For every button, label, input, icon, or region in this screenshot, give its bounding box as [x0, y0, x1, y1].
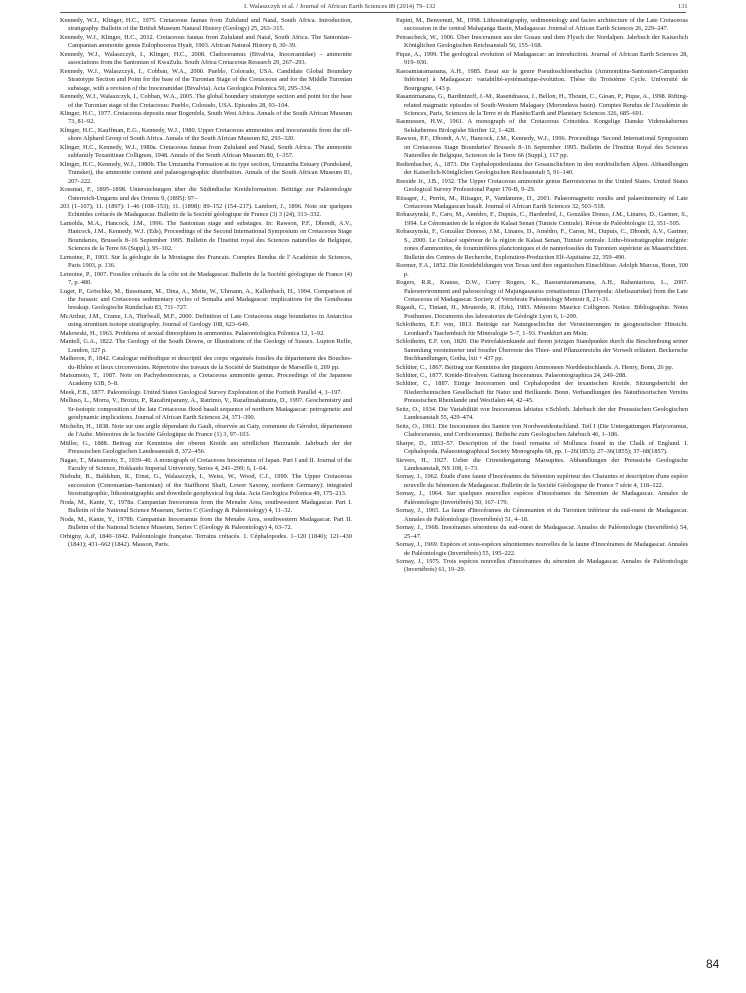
- reference-entry: Schlotheim, E.F. von, 1820. Die Petrefaktenkunde auf ihrem jetzigen Standpunkte durch die Beschreibung seiner Sammlung versteinerter und fossiler Überreste des Thier- und Pflanzenreichs der Vorwelt erläutert. Beckersche Buchhandlungen, Gotha, lxii + 437 pp.: [396, 338, 688, 363]
- reference-entry: Kennedy, W.J., Klinger, H.C., 2012. Cretaceous faunas from Zululand and Natal, South Africa. The Santonian–Campanian ammonite genus Eulophoceras Hyatt, 1903. African Natural History 8, 30–39.: [60, 33, 352, 50]
- reference-entry: Sharpe, D., 1853–57. Description of the fossil remains of Mollusca found in the Chalk of England. I. Cephalopoda. Palaeontographical Society Monographs 68, pp. 1–26(1853); 27–36(1855); 37–68(1857).: [396, 439, 688, 456]
- references-left-column: [60, 17, 352, 550]
- reference-entry: Rogers, R.R., Krause, D.W., Curry Rogers, K., Rasoamiaramanana, A.H., Rahantarisoa, L., 2007. Paleoenvironment and paleoecology of Majungasaurus crenatissimus (Theropoda: Abelisauridae) from the Late Cretaceous of Madagascar. Society of Vertebrate Paleontology Memoir 8, 21–31.: [396, 279, 688, 303]
- reference-entry: Rasoamiaramanana, A.H., 1985. Essai sur le genre Pseudoschloenbachia (Ammonitina-Santonien-Campanien Inférieur) à Madagascar: variabilité-systématique-évolution. Thèse du Troisième Cycle. Université de Bourgogne, 143 p.: [396, 67, 688, 92]
- reference-entry: Müller, G., 1888. Beitrag zur Kenntniss der oberen Kreide am nördlichen Harzrande. Jahrbuch der der Preussischen Geologischen Landesanstalt 8, 372–456.: [60, 439, 352, 456]
- reference-entry: Kennedy, W.J., Walaszczyk, I., Cobban, W.A., 2005. The global boundary stratotype section and point for the base of the Turonian stage of the Cretaceous: Pueblo, Colorado, USA. Episodes 28, 93–104.: [60, 93, 352, 109]
- reference-entry: Sornay, J., 1962. Étude d'une faune d'Inocérames du Sénonien supérieur des Charantes et description d'une espèce nouvelle du Sénonien de Madagascar. Bulletin de la Société Géologique de France 7 série 4, 118–122.: [396, 473, 688, 489]
- reference-entry: Seitz, O., 1934. Die Variabilität von Inoceramus labiatus v.Schloth. Jahrbuch der der Preussischen Geologischen Landesanstalt 55, 429–474.: [396, 405, 688, 422]
- reference-entry: Klinger, H.C., Kauffman, E.G., Kennedy, W.J., 1980. Upper Cretaceous ammonites and inoceramids from the off-shore Alphard Group of South Africa. Annals of the South African Museum 82, 293–320.: [60, 126, 352, 143]
- reference-entry: Seitz, O., 1961. Die Inoceramen des Santon von Nordwestdeutschland. Teil I (Die Untergattungen Platyceramus, Cladoceramus, und Cordiceramus). Beihefte zum Geologischen Jahrbuch 46, 1–186.: [396, 422, 688, 439]
- footer-page-label: 84: [706, 957, 720, 971]
- reference-entry: Matheron, P., 1842. Catalogue méthodique et descriptif des corps organisés fossiles du département des Bouches-du-Rhône et lieux circonvoisins. Répertoire des travaux de la Société de Statistique de Marseille 6, 269 pp.: [60, 355, 352, 371]
- reference-entry: Kennedy, W.J., Walaszczyk, I., Klinger, H.C., 2008. Cladoceramus (Bivalvia, Inoceramidae) – ammonite associations from the Santonian of KwaZulu. South Africa Cretaceous Research 29, 267–293.: [60, 50, 352, 67]
- reference-entry: Luger, P., Gröschke, M., Bussmann, M., Dina, A., Mette, W., Uhmann, A., Kallenbach, H., 1994. Comparison of the Jurassic and Cretaceous sedimentary cycles of Somalia and Madagascar: implications for the Gondwana breakup. Geologische Rundschau 83, 711–727.: [60, 287, 352, 312]
- reference-entry: Reeside Jr., J.B., 1932. The Upper Cretaceous ammonite genus Barroisiceras in the United States. United States Geological Survey Professional Paper 170-B, 9–29.: [396, 177, 688, 194]
- reference-entry: Petrascheck, W., 1906. Über Inoceramen aus der Gosau und dem Flysch der Nordalpen. Jahrbuch der Kaiserlich Königlichen Geologischen Reichsanstalt 56, 155–168.: [396, 33, 688, 50]
- reference-entry: 203 (1–107); 11. (1897): 1–46 (108–153); 11. (1898): 89–152 (154–217). Lambert, J., 1896. Note sur quelques Echinides crétacés de Madagascar. Bulletin de la Société géologique de France (3) 3 (24), 313–332.: [60, 202, 352, 219]
- journal-citation: I. Walaszczyk et al. / Journal of African Earth Sciences 89 (2014) 79–132: [244, 3, 436, 10]
- reference-entry: Michelin, H., 1838. Note sur une argile dépendant du Gault, observée au Gaty, commune de Gérodot, département de l'Aube. Mémoires de la Société Géologique de France (1) 3, 97–103.: [60, 422, 352, 439]
- reference-entry: Schlotheim, E.F. von, 1813. Beiträge zur Naturgeschichte der Versteinerungen in geognostischer Hinsicht. Leonhard's Taschenbuch für Mineralogie 5–7, 1–93. Frankfurt am Mein.: [396, 321, 688, 337]
- reference-entry: Pique, A., 1999. The geological evolution of Madagascar: an introduction. Journal of African Earth Sciences 28, 919–930.: [396, 50, 688, 67]
- reference-entry: Meek, F.B., 1877. Paleontology. United States Geological Survey Exploration of the Fortieth Parallel 4, 1–197.: [60, 388, 343, 396]
- reference-entry: Schlüter, C., 1867. Beitrag zur Kenntniss der jüngsten Ammoneen Norddeutschlands. A. Henry, Bonn, 26 pp.: [396, 363, 674, 371]
- reference-entry: Sievers, H., 1927. Ueber die Crinoidengattung Marsupites. Abhandlungen der Preussiche Geologische Landesanstalt, NS 108, 1–73.: [396, 456, 688, 473]
- reference-entry: Robaszynski, F., Caro, M., Amédro, F., Dupuis, C., Hardenbol, J., Gonzáles Donso, J.M., Linares, D., Gartner, S., 1994. Le Cénomanien de la région de Kalaat Senan (Tunisie Centrale). Révue de Paléobiologie 12, 351–505.: [396, 211, 688, 227]
- reference-entry: Lemoine, P., 1903. Sur la géologie de la Montagne des Francais. Comptes Rendus de l' Académie de Sciences, Paris 1903, p. 136.: [60, 253, 352, 270]
- reference-entry: Rasamimanana, G., Bardintzeff, J.-M., Rasendrasoa, J., Bellon, H., Thouin, C., Gioan, P., Pique, A., 1998. Rifting-related magmatic episodes of South-Western Malagasy (Morondava basin). Comptes Rendus de l'Académie de Sciences, Paris, Sciences de la Terre et de Planète/Earth and Planetary Sciences 326, 685–691.: [396, 93, 688, 117]
- reference-entry: Rawson, P.F., Dhondt, A.V., Hancock, J.M., Kennedy, W.J., 1996. Proceedings 'Second International Symposium on Cretaceous Stage Boundaries' Brussels 8–16 September 1995. Bulletin de l'Institut Royal des Sciences Naturelles de Belgique, Sciences de la Terre 66 (Suppl.), 117 pp.: [396, 135, 688, 160]
- reference-entry: Mantell, G.A., 1822. The Geology of the South Downs, or Illustrations of the Geology of Sussex. Lupton Relfe, London, 327 p.: [60, 338, 352, 354]
- reference-entry: Redtenbacher, A., 1873. Die Cephalopodenfauna der Gosauschichten in den nordöstlichen Alpen. Abhandlungen der Kaiserlich-Königlichen Geologischen Reichsanstalt 5, 91–140.: [396, 160, 688, 177]
- reference-entry: Noda, M., Kanie, Y., 1978b. Campanian Inoceramus from the Menabe Area, southwestern Madagascar. Part II. Bulletin of the National Science Museum, Series C (Geology & Paleontology) 4, 63–72.: [60, 515, 352, 532]
- reference-entry: Sornay, J., 1968. Inocérames sénoniens du sud-ouest de Madagascar. Annales de Paléontologie (Invertébrés) 54, 25–47.: [396, 524, 688, 540]
- reference-entry: Makowski, H., 1963. Problems of sexual dimorphism in ammonites. Palaeontologica Polonica 12, 1–92.: [60, 329, 325, 337]
- reference-entry: Kennedy, W.J., Walaszczyk, I., Cobban, W.A., 2000. Pueblo, Colorado, USA. Candidate Global Boundary Stratotype Section and Point for the base of the Turonian Stage of the Cretaceous and for the Middle Turonian substage, with a revision of the Inoceramidae (Bivalvia). Acta Geologica Polonica 50, 295–334.: [60, 67, 352, 92]
- reference-entry: Rigault, C., Tintant, H., Mouterde, R. (Eds), 1983. Mémoire Maurice Collignon. Notice. Bibliographie. Notes Posthumes. Documents des laboratories de Géologie Lyon 6, 1–299.: [396, 304, 688, 320]
- reference-entry: Schlüter, C., 1877. Kreide-Bivalven. Gattung Inoceramus. Palaeontographica 24, 249–288.: [396, 372, 627, 380]
- reference-entry: Orbigny, A.d', 1840–1842. Paléontologie française. Terrains crétacés. 1. Céphalopodes. 1–120 (1840); 121–430 (1841); 431–662 (1842). Masson, Paris.: [60, 532, 352, 549]
- reference-entry: Kossmat, F., 1895–1898. Untersuchungen über die Südindische Kreideformation. Beiträge zur Paläontologie Österreich-Ungarns und des Orients 9, (1895): 97–: [60, 186, 352, 202]
- reference-entry: Noda, M., Kanie, Y., 1978a. Campanian Inoceramus from the Menabe Area, southwestern Madagascar. Part I. Bulletin of the National Science Museum, Series C (Geology & Paleontology) 4, 11–32.: [60, 498, 352, 515]
- header-rule: [60, 12, 686, 13]
- reference-entry: Sornay, J., 1965. La faune d'Inocérames du Cénomanien et du Turonien inférieur du sud-ouest de Madagascar. Annales de Paléontologie (Invertébrés) 51, 4–18.: [396, 507, 688, 523]
- reference-entry: McArthur, J.M., Crame, J.A, Thirlwall, M.F., 2000. Definition of Late Cretaceous stage boundaries in Antarctica using strontium isotope stratigraphy. Journal of Geology 108, 623–640.: [60, 312, 352, 329]
- reference-entry: Klinger, H.C., Kennedy, W.J., 1980b. The Umzamba Formation at its type section, Umzamba Estuary (Pondoland, Transkei), the ammonite content and palaeogeographic distribution. Annals of the South African Museum 81, 207–222.: [60, 160, 352, 185]
- page-number: 131: [678, 3, 688, 10]
- reference-entry: Riisager, J., Perrin, M., Riisager, P., Vandamme, D., 2001. Palaeomagnetic results and palaeointensity of Late Cretaceous Madagascan basalt. Journal of African Earth Sciences 32, 503–518.: [396, 194, 688, 210]
- reference-entry: Sornay, J., 1969. Espèces et sous-espèces sénoniennes nouvelles de la faune d'Inocérames de Madagascar. Annales de Paléontologie (Invertébrés) 55, 195–222.: [396, 541, 688, 557]
- page-header: [0, 0, 746, 14]
- reference-entry: Niebuhr, B., Baldshun, R., Ernst, G., Walaszczyk, I., Weiss, W., Wood, C.J., 1999. The Upper Cretaceous succession (Cenomanian–Santonian) of the Staffhorst Shaft, Lower Saxony, northern Germany): integrated biostratigraphic, lithostratigraphic and downhole geophysical log data. Acta Geologica Polonica 49, 175–213.: [60, 473, 352, 498]
- reference-entry: Kennedy, W.J., Klinger, H.C., 1975. Cretaceous faunas from Zululand and Natal, South Africa. Introduction, stratigraphy. Bulletin of the British Museum Natural History (Geology) 25, 263–315.: [60, 17, 352, 33]
- reference-entry: Sornay, J., 1975. Trois espèces nouvelles d'inocérames du sénonien de Madagascar. Annales de Paléontologie (Invertébrés) 61, 19–29.: [396, 558, 688, 574]
- reference-entry: Schlüter, C., 1887. Einige Inoceramen und Cephalopoden der texanischen Kreide. Sitzungsbericht der Niederrheinischen Gesellschaft für Natur und Heilkunde. Bonn. Verhandlungen des Naturhisorischen Vereins Preussischen Rheinlande und Westfalen 44, 42–45.: [396, 380, 688, 405]
- reference-entry: Klinger, H.C., 1977. Cretaceous deposits near Bogenfels, South West Africa. Annals of the South African Museum 73, 81–92.: [60, 109, 352, 126]
- reference-entry: Roemer, F.A., 1852. Die Kreidebildungen von Texas und ihre organischen Einschlüsse. Adolph Marcus, Bonn, 100 p.: [396, 262, 688, 278]
- reference-entry: Klinger, H.C., Kennedy, W.J., 1980a. Cretaceous faunas from Zululand and Natal, South Africa. The ammonite subfamily Texanitinae Collignon, 1948. Annals of the South African Museum 80, 1–357.: [60, 143, 352, 160]
- reference-entry: Robaszynski, F., González Donoso, J.M., Linares, D., Amédro, F., Caron, M., Dupuis, C., Dhondt, A.V., Gartner, S., 2000. Le Crétacé supérieur de la région de Kalaat Senan, Tunisie centrale. Litho-biostratigraphie intégrée: zones d'ammonites, de foraminifères planctoniques et de nannofossiles du Turonien supérieur au Maastrichtien. Bulletin des Centres de Recherche, Exploration-Production Elf-Aquitaine 22, 359–490.: [396, 228, 688, 261]
- reference-entry: Lemoine, P., 1907. Fossiles crétacés de la côte est de Madagascar. Bulletin de la Société géologique de France (4) 7, p. 480.: [60, 270, 352, 287]
- reference-entry: Melluso, L., Morra, V., Brotzu, P., Razafiniparany, A., Ratrimo, V., Razafimahatratra, D., 1997. Geochemistry and Sr-isotopic composition of the late Cretaceous flood basalt sequence of northern Madagascar: petrogenetic and geodynamic implications. Journal of African Earth Sciences 24, 371–390.: [60, 397, 352, 422]
- reference-entry: Lamolda, M.A., Hancock, J.M., 1996. The Santonian stage and substages. In: Rawson, P.F., Dhondt, A.V., Hancock, J.M., Kennedy, W.J. (Eds), Proceedings of the Second International Symposium on Cretaceous Stage Boundaries, Brussels 8–16 September 1995. Bulletin de l'Institut royal des Sciences naturelles de Belgique, Sciences de la Terre 66 (Suppl.), 95–102.: [60, 219, 352, 253]
- reference-entry: Rasmussen, H.W., 1961. A monograph of the Cretaceous Crinoidea. Kongelige Danske Videnskabernes Selskabernes Biologiske Skrifter 12, 1–428.: [396, 118, 688, 134]
- references-right-column: [396, 17, 688, 575]
- reference-entry: Sornay, J., 1964. Sur quelques nouvelles espèces d'inocérames du Sénonien de Madagascar. Annales de Paléontologie (Invertébrés) 50, 167–179.: [396, 490, 688, 506]
- reference-entry: Matsumoto, T., 1987. Note on Pachydesmoceras, a Cretaceous ammonite genus. Proceedings of the Japanese Academy 63B, 5–8.: [60, 372, 352, 388]
- reference-entry: Nagao, T., Matsumoto, T., 1939–40. A monograph of Cretaceous Inoceramus of Japan. Part I and II. Journal of the Faculty of Science, Hokkaido Imperial University, Series 4, 241–299; 6, 1–64.: [60, 456, 352, 473]
- reference-entry: Papini, M., Benvenuti, M., 1998. Lithostratigraphy, sedimentology and facies architecture of the Late Cretaceous succession in the central Mahajanga Basin, Madagascar. Journal of African Earth Sciences 26, 229–247.: [396, 17, 688, 33]
